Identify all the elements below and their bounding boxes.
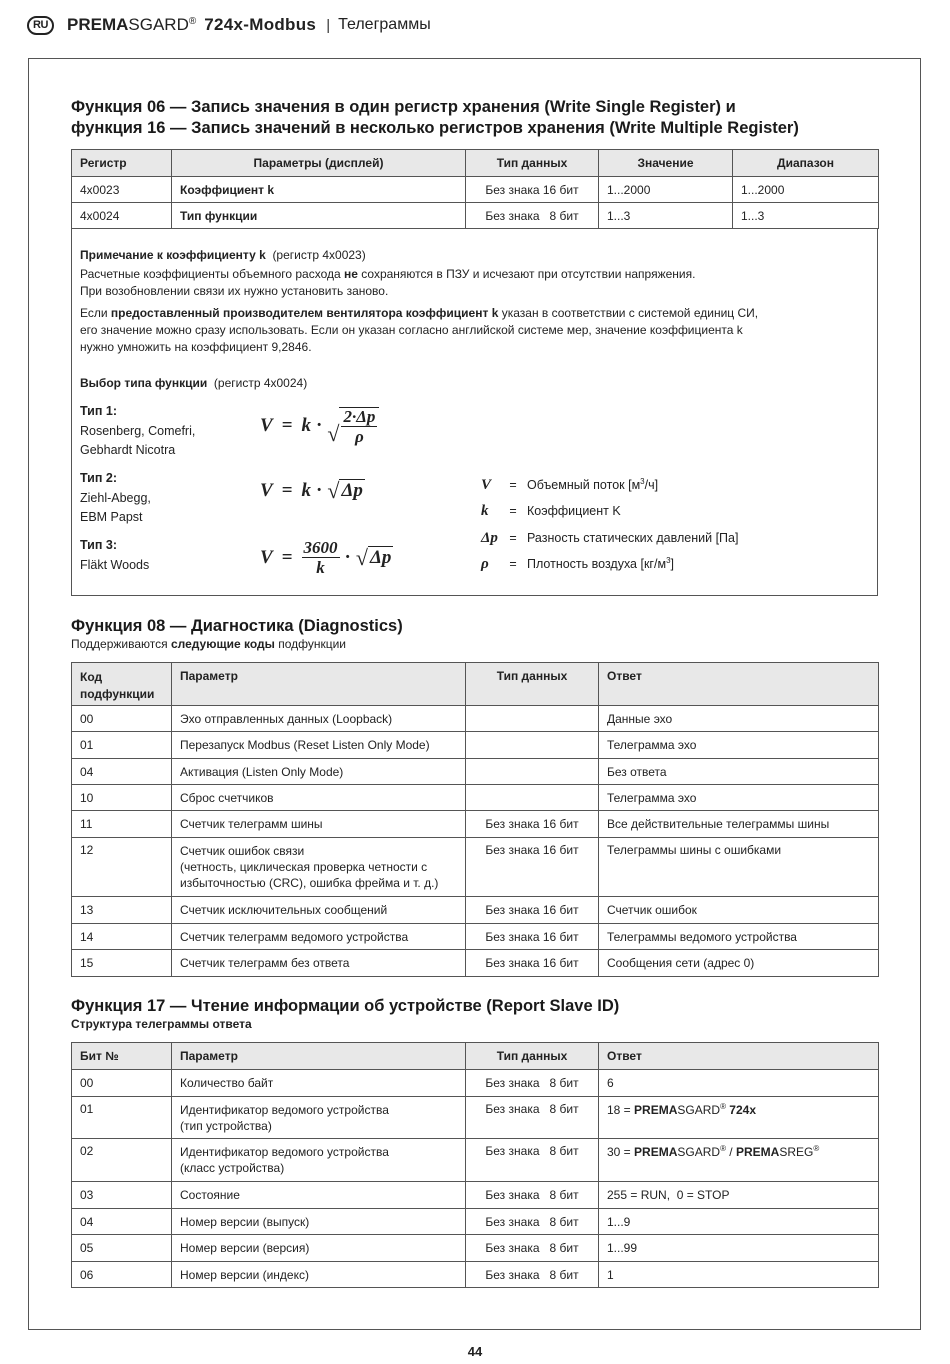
table-row: 02 Идентификатор ведомого устройства (класс устройства) Без знака 8 бит 30 = PREMASGARD® / PREMASREG® [72, 1139, 879, 1182]
col-data-type: Тип данных [466, 150, 599, 177]
note-title: Примечание к коэффициенту k (регистр 4x0023) [80, 248, 366, 262]
func06-note-box [71, 229, 878, 596]
func08-table [71, 662, 879, 977]
table-row: 13 Счетчик исключительных сообщений Без знака 16 бит Счетчик ошибок [72, 897, 879, 924]
table-row: 00 Количество байт Без знака 8 бит 6 [72, 1070, 879, 1097]
page-number: 44 [467, 1344, 483, 1359]
col-answer: Ответ [599, 1043, 879, 1070]
col-parameters: Параметры (дисплей) [172, 150, 466, 177]
square-root-icon: √ Δp [327, 478, 363, 503]
formula-type-3: V = $\frac{3600}{k}$ · √ Δp [260, 538, 392, 577]
product-name: 724x-Modbus [204, 15, 317, 34]
col-answer: Ответ [599, 663, 879, 706]
square-root-icon: √ Δp [355, 545, 392, 570]
table-row: 06 Номер версии (индекс) Без знака 8 бит 1 [72, 1262, 879, 1288]
table-row: 04 Номер версии (выпуск) Без знака 8 бит 1...9 [72, 1209, 879, 1235]
note-paragraph-1: Расчетные коэффициенты объемного расхода не сохраняются в ПЗУ и исчезают при отсутствии напряжения. При возобновлении связи их нужно установить заново. [80, 267, 696, 298]
col-parameter: Параметр [172, 1043, 466, 1070]
table-row: 04 Активация (Listen Only Mode) Без ответа [72, 759, 879, 785]
legend-item: Δp = Разность статических давлений [Па] [481, 529, 739, 546]
col-range: Диапазон [733, 150, 879, 177]
func08-subtitle: Поддерживаются следующие коды подфункции [71, 637, 347, 651]
language-badge: RU [27, 16, 54, 35]
table-row: 10 Сброс счетчиков Телеграмма эхо [72, 785, 879, 811]
table-row: 01 Перезапуск Modbus (Reset Listen Only Mode) Телеграмма эхо [72, 732, 879, 759]
legend-item: V = Объемный поток $[м^3/ч]$ [481, 476, 659, 493]
col-data-type: Тип данных [466, 1043, 599, 1070]
table-row: 11 Счетчик телеграмм шины Без знака 16 бит Все действительные телеграммы шины [72, 811, 879, 838]
function-select-title: Выбор типа функции (регистр 4x0024) [80, 376, 308, 390]
table-row: 4x0024 Тип функции Без знака 8 бит 1...3 1...3 [72, 203, 879, 229]
func06-table [71, 149, 879, 229]
legend-item: ρ = Плотность воздуха $[кг/м^3]$ [481, 555, 674, 572]
type-1-label: Тип 1: Rosenberg, Comefri, Gebhardt Nicotra [80, 404, 196, 457]
table-row: 14 Счетчик телеграмм ведомого устройства Без знака 16 бит Телеграммы ведомого устройства [72, 924, 879, 950]
col-bit-number: Бит № [72, 1043, 172, 1070]
func08-title: Функция 08 — Диагностика (Diagnostics) [71, 617, 403, 635]
type-2-label: Тип 2: Ziehl-Abegg, EBM Papst [80, 471, 151, 524]
formula-type-1: V = k · √ $\frac{2\cdot\Delta p}{\rho}$ [260, 407, 379, 445]
legend-item: k = Коэффициент K [481, 502, 621, 519]
col-data-type: Тип данных [466, 663, 599, 706]
header-separator: | [326, 16, 331, 34]
formula-type-2: V = k · √ Δp [260, 478, 363, 503]
brand-name: PREMASGARD® [67, 15, 197, 34]
col-value: Значение [599, 150, 733, 177]
col-subfunction-code: Код подфункции [72, 663, 172, 706]
header-section: Телеграммы [338, 16, 431, 33]
func17-title: Функция 17 — Чтение информации об устройстве (Report Slave ID) [71, 997, 620, 1015]
col-parameter: Параметр [172, 663, 466, 706]
table-header-row [72, 1043, 879, 1070]
table-row: 00 Эхо отправленных данных (Loopback) Данные эхо [72, 706, 879, 732]
note-paragraph-2: Если предоставленный производителем вентилятора коэффициент k указан в соответствии с системой единиц СИ, его значение можно сразу использовать. Если он указан согласно английской системе мер, значение коэффициента k нужно умножить на коэффициент 9,2846. [80, 306, 759, 354]
func06-title: Функция 06 — Запись значения в один регистр хранения (Write Single Register) и функция 16 — Запись значений в несколько регистров хранения (Write Multiple Register) [71, 98, 799, 137]
col-register: Регистр [72, 150, 172, 177]
func17-subtitle: Структура телеграммы ответа [71, 1017, 252, 1031]
table-row: 01 Идентификатор ведомого устройства (тип устройства) Без знака 8 бит 18 = PREMASGARD® 724x [72, 1097, 879, 1139]
page-header [27, 12, 431, 38]
table-row: 12 Счетчик ошибок связи (четность, циклическая проверка четности с избыточностью (CRC), ошибка фрейма и т. д.) Без знака 16 бит Телеграммы шины с ошибками [72, 838, 879, 897]
table-row: 15 Счетчик телеграмм без ответа Без знака 16 бит Сообщения сети (адрес 0) [72, 950, 879, 977]
type-3-label: Тип 3: Fläkt Woods [80, 538, 150, 572]
func17-table [71, 1042, 879, 1288]
table-row: 03 Состояние Без знака 8 бит 255 = RUN, 0 = STOP [72, 1182, 879, 1209]
table-row: 05 Номер версии (версия) Без знака 8 бит 1...99 [72, 1235, 879, 1262]
table-row: 4x0023 Коэффициент k Без знака 16 бит 1...2000 1...2000 [72, 177, 879, 203]
table-header-row [72, 663, 879, 706]
table-header-row [72, 150, 879, 177]
square-root-icon: √ $\frac{2\cdot\Delta p}{\rho}$ [327, 407, 379, 445]
